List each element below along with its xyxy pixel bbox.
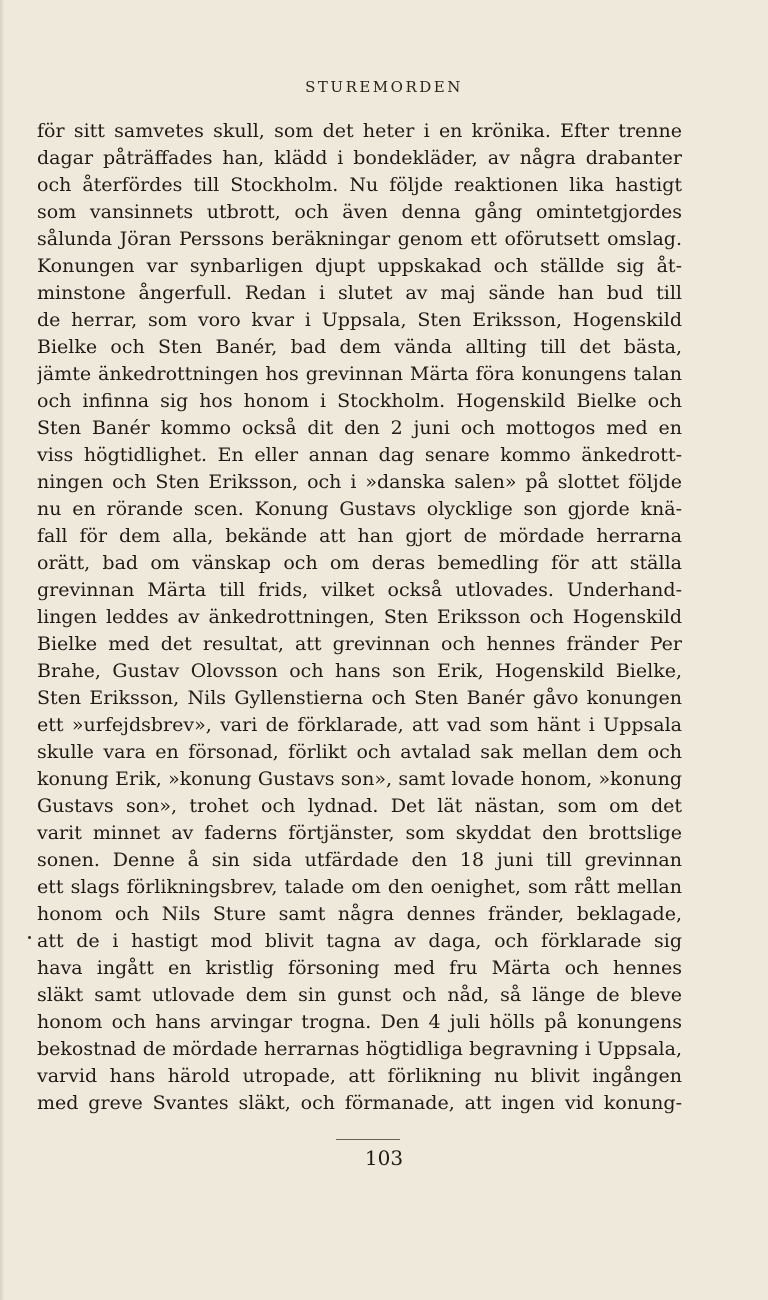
page-number: 103 bbox=[364, 1146, 404, 1170]
text-line: bekostnad de mördade herrarnas högtidliga begravning i Uppsala, bbox=[37, 1038, 682, 1060]
text-line: nu en rörande scen. Konung Gustavs olycklige son gjorde knä- bbox=[37, 498, 682, 520]
text-line: Gustavs son», trohet och lydnad. Det lät nästan, som om det bbox=[37, 795, 682, 817]
text-line: konung Erik, »konung Gustavs son», samt lovade honom, »konung bbox=[37, 768, 682, 790]
text-line: lingen leddes av änkedrottningen, Sten Eriksson och Hogenskild bbox=[37, 606, 682, 628]
text-line: jämte änkedrottningen hos grevinnan Märta föra konungens talan bbox=[37, 363, 682, 385]
text-line: skulle vara en försonad, förlikt och avtalad sak mellan dem och bbox=[37, 741, 682, 763]
text-line: viss högtidlighet. En eller annan dag senare kommo änkedrott- bbox=[37, 444, 682, 466]
text-line: ett »urfejdsbrev», vari de förklarade, att vad som hänt i Uppsala bbox=[37, 714, 682, 736]
text-line: att de i hastigt mod blivit tagna av daga, och förklarade sig bbox=[37, 930, 682, 952]
text-line: grevinnan Märta till frids, vilket också utlovades. Underhand- bbox=[37, 579, 682, 601]
text-line: med greve Svantes släkt, och förmanade, att ingen vid konung- bbox=[37, 1092, 682, 1114]
text-line: Konungen var synbarligen djupt uppskakad och ställde sig åt- bbox=[37, 255, 682, 277]
text-line: för sitt samvetes skull, som det heter i en krönika. Efter trenne bbox=[37, 120, 682, 142]
text-line: varit minnet av faderns förtjänster, som skyddat den brottslige bbox=[37, 822, 682, 844]
text-line: de herrar, som voro kvar i Uppsala, Sten Eriksson, Hogenskild bbox=[37, 309, 682, 331]
text-line: Bielke och Sten Banér, bad dem vända allting till det bästa, bbox=[37, 336, 682, 358]
text-line: Brahe, Gustav Olovsson och hans son Erik, Hogenskild Bielke, bbox=[37, 660, 682, 682]
footer-rule bbox=[336, 1139, 400, 1140]
text-line: som vansinnets utbrott, och även denna gång omintetgjordes bbox=[37, 201, 682, 223]
text-line: orätt, bad om vänskap och om deras bemedling för att ställa bbox=[37, 552, 682, 574]
text-line: sonen. Denne å sin sida utfärdade den 18 juni till grevinnan bbox=[37, 849, 682, 871]
text-line: Sten Banér kommo också dit den 2 juni och mottogos med en bbox=[37, 417, 682, 439]
text-line: släkt samt utlovade dem sin gunst och nåd, så länge de bleve bbox=[37, 984, 682, 1006]
margin-mark bbox=[28, 936, 31, 939]
body-text bbox=[37, 118, 682, 1117]
text-line: och återfördes till Stockholm. Nu följde reaktionen lika hastigt bbox=[37, 174, 682, 196]
text-line: Bielke med det resultat, att grevinnan och hennes fränder Per bbox=[37, 633, 682, 655]
text-line: varvid hans härold utropade, att förlikning nu blivit ingången bbox=[37, 1065, 682, 1087]
text-line: dagar påträffades han, klädd i bondekläder, av några drabanter bbox=[37, 147, 682, 169]
text-line: hava ingått en kristlig försoning med fru Märta och hennes bbox=[37, 957, 682, 979]
text-line: fall för dem alla, bekände att han gjort de mördade herrarna bbox=[37, 525, 682, 547]
text-line: Sten Eriksson, Nils Gyllenstierna och Sten Banér gåvo konungen bbox=[37, 687, 682, 709]
running-head: STUREMORDEN bbox=[305, 78, 463, 96]
text-line: ningen och Sten Eriksson, och i »danska salen» på slottet följde bbox=[37, 471, 682, 493]
text-line: och infinna sig hos honom i Stockholm. Hogenskild Bielke och bbox=[37, 390, 682, 412]
page-edge bbox=[0, 0, 4, 1300]
text-line: sålunda Jöran Perssons beräkningar genom ett oförutsett omslag. bbox=[37, 228, 682, 250]
text-line: minstone ångerfull. Redan i slutet av maj sände han bud till bbox=[37, 282, 682, 304]
text-line: honom och hans arvingar trogna. Den 4 juli hölls på konungens bbox=[37, 1011, 682, 1033]
text-line: honom och Nils Sture samt några dennes fränder, beklagade, bbox=[37, 903, 682, 925]
text-line: ett slags förlikningsbrev, talade om den oenighet, som rått mellan bbox=[37, 876, 682, 898]
